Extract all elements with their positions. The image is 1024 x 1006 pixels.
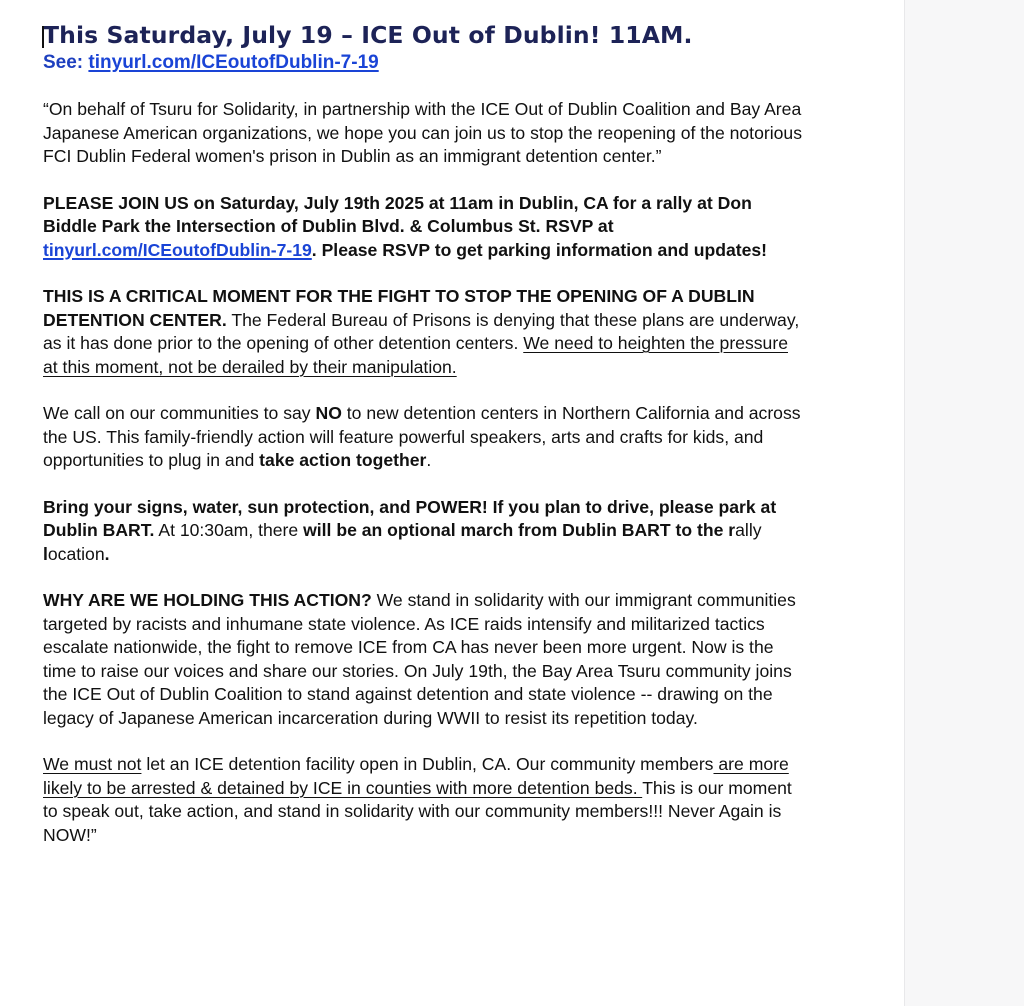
critical-paragraph	[43, 285, 803, 379]
must-paragraph	[43, 753, 803, 847]
must-text-2: This is our moment to speak out, take action, and stand in solidarity with our community members!!! Never Again is NOW!”	[43, 777, 792, 845]
why-text: We stand in solidarity with our immigrant communities targeted by racists and inhumane state violence. As ICE raids intensify and militarized tactics escalate nationwide, the fight to remove ICE from CA has never been more urgent. Now is the time to raise our voices and share our stories. On July 19th, the Bay Area Tsuru community joins the ICE Out of Dublin Coalition to stand against detention and state violence -- drawing on the legacy of Japanese American incarceration during WWII to resist its repetition today.	[43, 590, 796, 728]
rsvp-link-body[interactable]: tinyurl.com/ICEoutofDublin-7-19	[43, 239, 312, 260]
why-paragraph	[43, 589, 803, 730]
see-line	[43, 51, 803, 75]
bring-bold-3: l	[43, 543, 48, 564]
side-panel	[904, 0, 1024, 1006]
must-underlined-1: We must not	[43, 754, 142, 774]
critical-underlined: We need to heighten the pressure at this moment, not be derailed by their manipulation.	[43, 333, 788, 377]
call-no: NO	[315, 403, 342, 423]
call-take-action: take action together	[259, 450, 427, 470]
call-text-3: .	[426, 450, 432, 470]
document-content	[43, 18, 803, 847]
see-label: See:	[43, 52, 89, 73]
bring-bold-1: Bring your signs, water, sun protection, and POWER! If you plan to drive, please park at Dublin BART.	[43, 496, 777, 540]
bring-bold-2: will be an optional march from Dublin BART to the r	[303, 520, 736, 540]
rsvp-link-header[interactable]: tinyurl.com/ICEoutofDublin-7-19	[88, 52, 379, 73]
call-text-1: We call on our communities to say	[43, 403, 316, 423]
text-cursor	[42, 26, 44, 48]
must-underlined-2: are more likely to be arrested & detained by ICE in counties with more detention beds.	[43, 754, 789, 798]
critical-heading: THIS IS A CRITICAL MOMENT FOR THE FIGHT TO STOP THE OPENING OF A DUBLIN DETENTION CENTER.	[43, 286, 755, 330]
bring-paragraph	[43, 496, 803, 567]
document-title: This Saturday, July 19 – ICE Out of Dublin! 11AM.	[43, 21, 693, 49]
join-outro: . Please RSVP to get parking information and updates!	[311, 239, 768, 260]
why-heading: WHY ARE WE HOLDING THIS ACTION?	[43, 590, 372, 610]
call-text-2: to new detention centers in Northern California and across the US. This family-friendly action will feature powerful speakers, arts and crafts for kids, and opportunities to plug in and	[43, 403, 801, 470]
bring-text-2: ally	[735, 520, 762, 540]
quote-paragraph: “On behalf of Tsuru for Solidarity, in partnership with the ICE Out of Dublin Coalition and Bay Area Japanese American organizations, we hope you can join us to stop the reopening of the notorious FCI Dublin Federal women's prison in Dublin as an immigrant detention center.”	[43, 99, 802, 166]
join-intro: PLEASE JOIN US on Saturday, July 19th 2025 at 11am in Dublin, CA for a rally at Don Biddle Park the Intersection of Dublin Blvd. & Columbus St. RSVP at	[43, 192, 752, 236]
must-text-1: let an ICE detention facility open in Dublin, CA. Our community members	[141, 754, 714, 774]
critical-text: The Federal Bureau of Prisons is denying that these plans are underway, as it has done prior to the opening of other detention centers.	[43, 309, 800, 353]
bring-text-1: At 10:30am, there	[154, 520, 304, 540]
bring-bold-4: .	[104, 543, 110, 564]
join-paragraph	[43, 192, 803, 263]
bring-text-3: ocation	[47, 543, 105, 564]
call-paragraph	[43, 402, 803, 473]
